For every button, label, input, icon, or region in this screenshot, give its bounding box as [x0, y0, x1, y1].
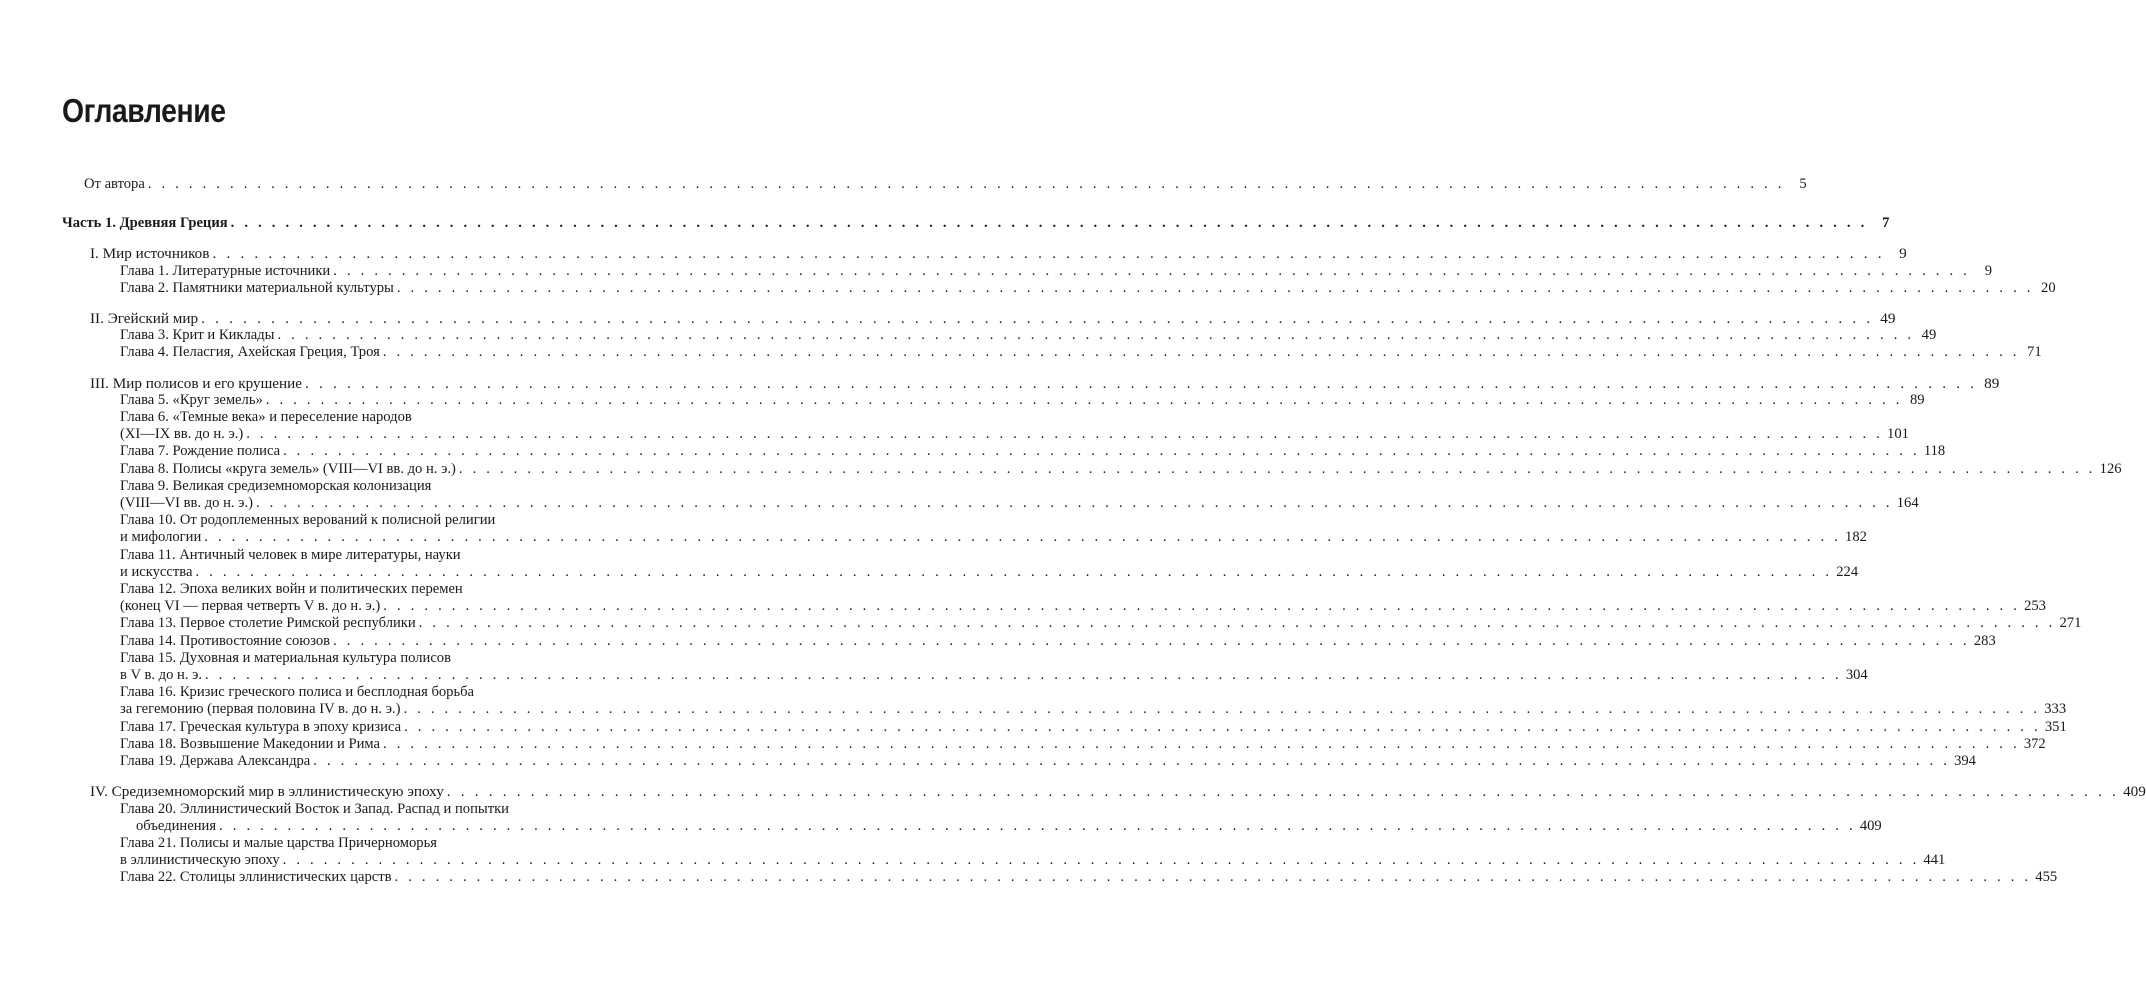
toc-chapter-18[interactable]: Глава 18. Возвышение Македонии и Рима . . . . . . . . . . . . . . . . . . . . . . . . . . . . . . . . . . . . . . . . . . . . . . . . . . . . . . . . . . . . . . . . . . . . . . . . . . . . . . . . . . . . . . . . . . . . . . . . . . . . . . . . . . . . . . . . . . . . . . . . 372: [120, 735, 2046, 752]
entry-page: 9: [1899, 245, 1907, 263]
entry-title-line-2: и искусства: [120, 563, 193, 580]
toc-entry-author[interactable]: От автора . . . . . . . . . . . . . . . . . . . . . . . . . . . . . . . . . . . . . . . . . . . . . . . . . . . . . . . . . . . . . . . . . . . . . . . . . . . . . . . . . . . . . . . . . . . . . . . . . . . . . . . . . . . . . . . . . . . . . . . . 5: [84, 176, 1807, 192]
entry-page: 253: [2024, 598, 2046, 615]
entry-title-line-2: в эллинистическую эпоху: [120, 852, 280, 869]
entry-page: 351: [2044, 718, 2067, 735]
entry-page: 394: [1954, 753, 1976, 770]
entry-page: 126: [2099, 460, 2122, 477]
toc-chapter-22[interactable]: Глава 22. Столицы эллинистических царств . . . . . . . . . . . . . . . . . . . . . . . . . . . . . . . . . . . . . . . . . . . . . . . . . . . . . . . . . . . . . . . . . . . . . . . . . . . . . . . . . . . . . . . . . . . . . . . . . . . . . . . . . . . . . . . . . . . . . . . . 455: [120, 869, 2058, 886]
entry-page: 283: [1973, 632, 1996, 649]
toc-entry-part-1[interactable]: Часть 1. Древняя Греция . . . . . . . . . . . . . . . . . . . . . . . . . . . . . . . . . . . . . . . . . . . . . . . . . . . . . . . . . . . . . . . . . . . . . . . . . . . . . . . . . . . . . . . . . . . . . . . . . . . . . . . . . . . . . . . . . . . . . . . . 7: [62, 215, 1890, 232]
toc-chapter-13[interactable]: Глава 13. Первое столетие Римской республики . . . . . . . . . . . . . . . . . . . . . . . . . . . . . . . . . . . . . . . . . . . . . . . . . . . . . . . . . . . . . . . . . . . . . . . . . . . . . . . . . . . . . . . . . . . . . . . . . . . . . . . . . . . . . . . . . . . . . . . . 271: [120, 615, 2082, 632]
entry-page: 89: [1984, 374, 2000, 392]
toc-chapter-2[interactable]: Глава 2. Памятники материальной культуры . . . . . . . . . . . . . . . . . . . . . . . . . . . . . . . . . . . . . . . . . . . . . . . . . . . . . . . . . . . . . . . . . . . . . . . . . . . . . . . . . . . . . . . . . . . . . . . . . . . . . . . . . . . . . . . . . . . . . . . . 20: [120, 279, 2056, 296]
toc-chapter-21[interactable]: Глава 21. Полисы и малые царства Причерноморья в эллинистическую эпоху . . . . . . . . . . . . . . . . . . . . . . . . . . . . . . . . . . . . . . . . . . . . . . . . . . . . . . . . . . . . . . . . . . . . . . . . . . . . . . . . . . . . . . . . . . . . . . . . . . . . . . . . . . . . . . . . . . . . . . . . 441: [62, 835, 592, 869]
entry-title-line-2: (VIII—VI вв. до н. э.): [120, 495, 253, 512]
entry-title-line-1: Глава 16. Кризис греческого полиса и бесплодная борьба: [120, 684, 475, 701]
entry-title-line-1: Глава 10. От родоплеменных верований к полисной религии: [120, 512, 496, 529]
entry-title-line-2: (конец VI — первая четверть V в. до н. э.): [120, 598, 381, 615]
toc-section-4[interactable]: IV. Средиземноморский мир в эллинистическую эпоху . . . . . . . . . . . . . . . . . . . . . . . . . . . . . . . . . . . . . . . . . . . . . . . . . . . . . . . . . . . . . . . . . . . . . . . . . . . . . . . . . . . . . . . . . . . . . . . . . . . . . . . . . . . . . . . . . . . . . . . . 409: [90, 783, 2146, 801]
toc-chapter-17[interactable]: Глава 17. Греческая культура в эпоху кризиса . . . . . . . . . . . . . . . . . . . . . . . . . . . . . . . . . . . . . . . . . . . . . . . . . . . . . . . . . . . . . . . . . . . . . . . . . . . . . . . . . . . . . . . . . . . . . . . . . . . . . . . . . . . . . . . . . . . . . . . . 351: [120, 718, 2067, 735]
toc-chapter-19[interactable]: Глава 19. Держава Александра . . . . . . . . . . . . . . . . . . . . . . . . . . . . . . . . . . . . . . . . . . . . . . . . . . . . . . . . . . . . . . . . . . . . . . . . . . . . . . . . . . . . . . . . . . . . . . . . . . . . . . . . . . . . . . . . . . . . . . . . 394: [120, 753, 1976, 770]
entry-title-line-1: Глава 20. Эллинистический Восток и Запад. Распад и попытки: [120, 800, 509, 817]
entry-page: 5: [1799, 176, 1807, 192]
toc-chapter-16[interactable]: Глава 16. Кризис греческого полиса и бесплодная борьба за гегемонию (первая половина IV в. до н. э.) . . . . . . . . . . . . . . . . . . . . . . . . . . . . . . . . . . . . . . . . . . . . . . . . . . . . . . . . . . . . . . . . . . . . . . . . . . . . . . . . . . . . . . . . . . . . . . . . . . . . . . . . . . . . . . . . . . . . . . . . 333: [62, 684, 592, 718]
entry-title: Глава 22. Столицы эллинистических царств: [120, 869, 392, 886]
entry-title-line-2: и мифологии: [120, 529, 202, 546]
entry-page: 49: [1880, 310, 1896, 328]
toc-chapter-5[interactable]: Глава 5. «Круг земель» . . . . . . . . . . . . . . . . . . . . . . . . . . . . . . . . . . . . . . . . . . . . . . . . . . . . . . . . . . . . . . . . . . . . . . . . . . . . . . . . . . . . . . . . . . . . . . . . . . . . . . . . . . . . . . . . . . . . . . . . 89: [120, 391, 1925, 408]
entry-title-line-1: Глава 9. Великая средиземноморская колонизация: [120, 477, 432, 494]
entry-title: IV. Средиземноморский мир в эллинистическую эпоху: [90, 783, 444, 801]
entry-page: 304: [1845, 667, 1868, 684]
entry-page: 101: [1887, 426, 1909, 443]
entry-title: Глава 3. Крит и Киклады: [120, 327, 275, 344]
entry-title: Глава 4. Пеласгия, Ахейская Греция, Троя: [120, 344, 380, 361]
entry-title: II. Эгейский мир: [90, 310, 199, 328]
page-title: Оглавление: [62, 92, 226, 129]
table-of-contents: [62, 176, 2146, 887]
entry-title: Глава 19. Держава Александра: [120, 753, 311, 770]
toc-chapter-9[interactable]: Глава 9. Великая средиземноморская колонизация (VIII—VI вв. до н. э.) . . . . . . . . . . . . . . . . . . . . . . . . . . . . . . . . . . . . . . . . . . . . . . . . . . . . . . . . . . . . . . . . . . . . . . . . . . . . . . . . . . . . . . . . . . . . . . . . . . . . . . . . . . . . . . . . . . . . . . . . 164: [62, 478, 592, 512]
entry-title-line-1: Глава 12. Эпоха великих войн и политических перемен: [120, 581, 463, 598]
toc-chapter-10[interactable]: Глава 10. От родоплеменных верований к полисной религии и мифологии . . . . . . . . . . . . . . . . . . . . . . . . . . . . . . . . . . . . . . . . . . . . . . . . . . . . . . . . . . . . . . . . . . . . . . . . . . . . . . . . . . . . . . . . . . . . . . . . . . . . . . . . . . . . . . . . . . . . . . . . 182: [62, 512, 592, 546]
entry-page: 164: [1896, 495, 1919, 512]
entry-title: Глава 8. Полисы «круга земель» (VIII—VI вв. до н. э.): [120, 460, 456, 477]
entry-page: 9: [1984, 262, 1993, 279]
entry-page: 409: [1859, 817, 1882, 834]
toc-chapter-20[interactable]: Глава 20. Эллинистический Восток и Запад. Распад и попытки объединения . . . . . . . . . . . . . . . . . . . . . . . . . . . . . . . . . . . . . . . . . . . . . . . . . . . . . . . . . . . . . . . . . . . . . . . . . . . . . . . . . . . . . . . . . . . . . . . . . . . . . . . . . . . . . . . . . . . . . . . . 409: [62, 801, 592, 835]
entry-title: Часть 1. Древняя Греция: [62, 215, 228, 232]
entry-page: 372: [2023, 735, 2046, 752]
toc-chapter-3[interactable]: Глава 3. Крит и Киклады . . . . . . . . . . . . . . . . . . . . . . . . . . . . . . . . . . . . . . . . . . . . . . . . . . . . . . . . . . . . . . . . . . . . . . . . . . . . . . . . . . . . . . . . . . . . . . . . . . . . . . . . . . . . . . . . . . . . . . . . 49: [120, 327, 1937, 344]
entry-title-line-1: Глава 6. «Темные века» и переселение народов: [120, 409, 412, 426]
entry-page: 49: [1921, 327, 1937, 344]
toc-chapter-6[interactable]: Глава 6. «Темные века» и переселение народов (XI—IX вв. до н. э.) . . . . . . . . . . . . . . . . . . . . . . . . . . . . . . . . . . . . . . . . . . . . . . . . . . . . . . . . . . . . . . . . . . . . . . . . . . . . . . . . . . . . . . . . . . . . . . . . . . . . . . . . . . . . . . . . . . . . . . . . 101: [62, 409, 592, 443]
toc-section-2[interactable]: II. Эгейский мир . . . . . . . . . . . . . . . . . . . . . . . . . . . . . . . . . . . . . . . . . . . . . . . . . . . . . . . . . . . . . . . . . . . . . . . . . . . . . . . . . . . . . . . . . . . . . . . . . . . . . . . . . . . . . . . . . . . . . . . . 49: [90, 310, 1896, 328]
entry-page: 333: [2044, 701, 2067, 718]
toc-chapter-7[interactable]: Глава 7. Рождение полиса . . . . . . . . . . . . . . . . . . . . . . . . . . . . . . . . . . . . . . . . . . . . . . . . . . . . . . . . . . . . . . . . . . . . . . . . . . . . . . . . . . . . . . . . . . . . . . . . . . . . . . . . . . . . . . . . . . . . . . . . 118: [120, 443, 1946, 460]
entry-title: Глава 17. Греческая культура в эпоху кризиса: [120, 718, 402, 735]
entry-title: I. Мир источников: [90, 245, 210, 263]
entry-title: От автора: [84, 176, 145, 192]
toc-section-3[interactable]: III. Мир полисов и его крушение . . . . . . . . . . . . . . . . . . . . . . . . . . . . . . . . . . . . . . . . . . . . . . . . . . . . . . . . . . . . . . . . . . . . . . . . . . . . . . . . . . . . . . . . . . . . . . . . . . . . . . . . . . . . . . . . . . . . . . . . 89: [90, 374, 2000, 392]
entry-page: 20: [2041, 279, 2056, 296]
entry-page: 182: [1845, 529, 1867, 546]
entry-title-line-2: за гегемонию (первая половина IV в. до н. э.): [120, 701, 401, 718]
entry-title: Глава 18. Возвышение Македонии и Рима: [120, 735, 381, 752]
entry-title: Глава 7. Рождение полиса: [120, 443, 281, 460]
entry-page: 71: [2027, 344, 2042, 361]
entry-page: 409: [2123, 783, 2146, 801]
entry-title: Глава 14. Противостояние союзов: [120, 632, 331, 649]
entry-page: 224: [1836, 563, 1859, 580]
toc-chapter-14[interactable]: Глава 14. Противостояние союзов . . . . . . . . . . . . . . . . . . . . . . . . . . . . . . . . . . . . . . . . . . . . . . . . . . . . . . . . . . . . . . . . . . . . . . . . . . . . . . . . . . . . . . . . . . . . . . . . . . . . . . . . . . . . . . . . . . . . . . . . 283: [120, 632, 1996, 649]
toc-chapter-15[interactable]: Глава 15. Духовная и материальная культура полисов в V в. до н. э. . . . . . . . . . . . . . . . . . . . . . . . . . . . . . . . . . . . . . . . . . . . . . . . . . . . . . . . . . . . . . . . . . . . . . . . . . . . . . . . . . . . . . . . . . . . . . . . . . . . . . . . . . . . . . . . . . . . . . . . . 304: [62, 650, 592, 684]
toc-chapter-11[interactable]: Глава 11. Античный человек в мире литературы, науки и искусства . . . . . . . . . . . . . . . . . . . . . . . . . . . . . . . . . . . . . . . . . . . . . . . . . . . . . . . . . . . . . . . . . . . . . . . . . . . . . . . . . . . . . . . . . . . . . . . . . . . . . . . . . . . . . . . . . . . . . . . . 224: [62, 547, 592, 581]
toc-chapter-1[interactable]: Глава 1. Литературные источники . . . . . . . . . . . . . . . . . . . . . . . . . . . . . . . . . . . . . . . . . . . . . . . . . . . . . . . . . . . . . . . . . . . . . . . . . . . . . . . . . . . . . . . . . . . . . . . . . . . . . . . . . . . . . . . . . . . . . . . . 9: [120, 262, 1993, 279]
entry-title: Глава 1. Литературные источники: [120, 262, 331, 279]
entry-title: Глава 2. Памятники материальной культуры: [120, 279, 394, 296]
toc-chapter-12[interactable]: Глава 12. Эпоха великих войн и политических перемен (конец VI — первая четверть V в. до н. э.) . . . . . . . . . . . . . . . . . . . . . . . . . . . . . . . . . . . . . . . . . . . . . . . . . . . . . . . . . . . . . . . . . . . . . . . . . . . . . . . . . . . . . . . . . . . . . . . . . . . . . . . . . . . . . . . . . . . . . . . . 253: [62, 581, 592, 615]
toc-chapter-4[interactable]: Глава 4. Пеласгия, Ахейская Греция, Троя . . . . . . . . . . . . . . . . . . . . . . . . . . . . . . . . . . . . . . . . . . . . . . . . . . . . . . . . . . . . . . . . . . . . . . . . . . . . . . . . . . . . . . . . . . . . . . . . . . . . . . . . . . . . . . . . . . . . . . . . 71: [120, 344, 2042, 361]
entry-page: 89: [1909, 391, 1925, 408]
entry-page: 7: [1882, 215, 1890, 232]
entry-page: 455: [2035, 869, 2058, 886]
entry-page: 441: [1923, 852, 1946, 869]
entry-title-line-2: (XI—IX вв. до н. э.): [120, 426, 244, 443]
entry-title-line-1: Глава 15. Духовная и материальная культура полисов: [120, 649, 451, 666]
entry-title-line-1: Глава 21. Полисы и малые царства Причерноморья: [120, 834, 437, 851]
entry-page: 118: [1923, 443, 1946, 460]
toc-chapter-8[interactable]: Глава 8. Полисы «круга земель» (VIII—VI вв. до н. э.) . . . . . . . . . . . . . . . . . . . . . . . . . . . . . . . . . . . . . . . . . . . . . . . . . . . . . . . . . . . . . . . . . . . . . . . . . . . . . . . . . . . . . . . . . . . . . . . . . . . . . . . . . . . . . . . . . . . . . . . . 126: [120, 460, 2122, 477]
toc-section-1[interactable]: I. Мир источников . . . . . . . . . . . . . . . . . . . . . . . . . . . . . . . . . . . . . . . . . . . . . . . . . . . . . . . . . . . . . . . . . . . . . . . . . . . . . . . . . . . . . . . . . . . . . . . . . . . . . . . . . . . . . . . . . . . . . . . . 9: [90, 245, 1907, 263]
entry-title: Глава 5. «Круг земель»: [120, 391, 263, 408]
entry-title: Глава 13. Первое столетие Римской республики: [120, 615, 416, 632]
entry-title: III. Мир полисов и его крушение: [90, 374, 303, 392]
entry-title-line-1: Глава 11. Античный человек в мире литературы, науки: [120, 546, 461, 563]
entry-title-line-2: в V в. до н. э.: [120, 667, 203, 684]
entry-page: 271: [2059, 615, 2082, 632]
entry-title-line-2: объединения: [136, 817, 217, 834]
